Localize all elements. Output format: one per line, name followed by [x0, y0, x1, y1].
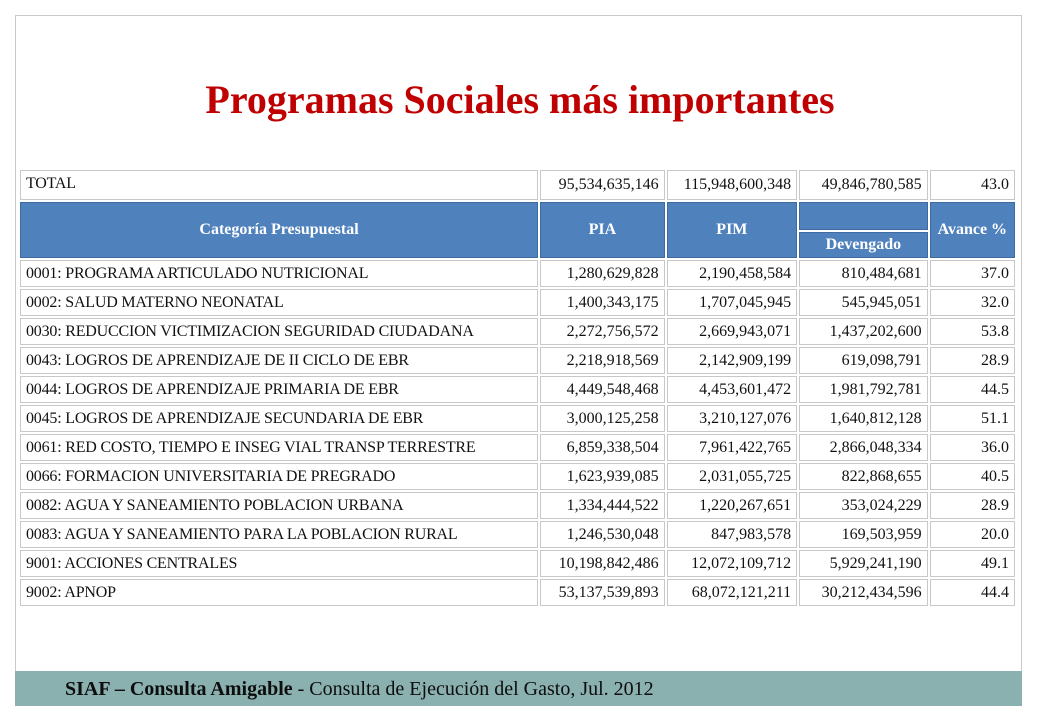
header-categoria: Categoría Presupuestal: [20, 202, 538, 258]
row-pia: 2,218,918,569: [540, 347, 665, 374]
row-avance: 44.5: [930, 376, 1015, 403]
row-pia: 53,137,539,893: [540, 579, 665, 606]
row-pim: 68,072,121,211: [667, 579, 798, 606]
row-avance: 53.8: [930, 318, 1015, 345]
row-devengado: 30,212,434,596: [799, 579, 928, 606]
total-row: [20, 170, 1015, 200]
table-row: [20, 492, 1015, 519]
row-avance: 28.9: [930, 347, 1015, 374]
page-title: Programas Sociales más importantes: [205, 77, 835, 122]
table-row: [20, 434, 1015, 461]
row-devengado: 2,866,048,334: [799, 434, 928, 461]
row-pim: 7,961,422,765: [667, 434, 798, 461]
header-pia: PIA: [540, 202, 665, 258]
row-categoria: 9002: APNOP: [20, 579, 538, 606]
total-label: TOTAL: [20, 170, 538, 200]
table-row: [20, 579, 1015, 606]
source-rest: - Consulta de Ejecución del Gasto, Jul. 2012: [292, 678, 654, 700]
total-pim: 115,948,600,348: [667, 170, 798, 200]
row-devengado: 5,929,241,190: [799, 550, 928, 577]
row-categoria: 0030: REDUCCION VICTIMIZACION SEGURIDAD CIUDADANA: [20, 318, 538, 345]
row-avance: 51.1: [930, 405, 1015, 432]
row-pim: 2,190,458,584: [667, 260, 798, 287]
row-pim: 1,220,267,651: [667, 492, 798, 519]
row-pim: 2,031,055,725: [667, 463, 798, 490]
row-devengado: 1,437,202,600: [799, 318, 928, 345]
row-pim: 4,453,601,472: [667, 376, 798, 403]
table-row: [20, 463, 1015, 490]
row-pia: 1,400,343,175: [540, 289, 665, 316]
row-pim: 2,142,909,199: [667, 347, 798, 374]
row-devengado: 1,640,812,128: [799, 405, 928, 432]
table-row: [20, 289, 1015, 316]
row-devengado: 353,024,229: [799, 492, 928, 519]
row-categoria: 0044: LOGROS DE APRENDIZAJE PRIMARIA DE EBR: [20, 376, 538, 403]
row-devengado: 822,868,655: [799, 463, 928, 490]
row-pim: 12,072,109,712: [667, 550, 798, 577]
budget-table: [18, 168, 1017, 608]
row-avance: 36.0: [930, 434, 1015, 461]
row-avance: 49.1: [930, 550, 1015, 577]
row-devengado: 810,484,681: [799, 260, 928, 287]
row-categoria: 0043: LOGROS DE APRENDIZAJE DE II CICLO DE EBR: [20, 347, 538, 374]
row-pia: 1,280,629,828: [540, 260, 665, 287]
row-pia: 10,198,842,486: [540, 550, 665, 577]
row-avance: 44.4: [930, 579, 1015, 606]
total-devengado: 49,846,780,585: [799, 170, 928, 200]
row-pia: 1,623,939,085: [540, 463, 665, 490]
row-avance: 37.0: [930, 260, 1015, 287]
table-row: [20, 550, 1015, 577]
row-pia: 6,859,338,504: [540, 434, 665, 461]
row-avance: 40.5: [930, 463, 1015, 490]
row-pim: 2,669,943,071: [667, 318, 798, 345]
table-row: [20, 376, 1015, 403]
header-row: [20, 202, 1015, 230]
row-categoria: 0001: PROGRAMA ARTICULADO NUTRICIONAL: [20, 260, 538, 287]
row-pia: 4,449,548,468: [540, 376, 665, 403]
header-pim: PIM: [667, 202, 798, 258]
row-categoria: 0066: FORMACION UNIVERSITARIA DE PREGRADO: [20, 463, 538, 490]
row-pim: 3,210,127,076: [667, 405, 798, 432]
row-pia: 1,246,530,048: [540, 521, 665, 548]
row-avance: 28.9: [930, 492, 1015, 519]
row-avance: 32.0: [930, 289, 1015, 316]
source-footer: [15, 671, 1022, 706]
table-row: [20, 260, 1015, 287]
total-pia: 95,534,635,146: [540, 170, 665, 200]
table-row: [20, 405, 1015, 432]
header-devengado-top: [799, 202, 928, 230]
row-categoria: 0045: LOGROS DE APRENDIZAJE SECUNDARIA DE EBR: [20, 405, 538, 432]
row-devengado: 619,098,791: [799, 347, 928, 374]
row-pia: 3,000,125,258: [540, 405, 665, 432]
row-categoria: 9001: ACCIONES CENTRALES: [20, 550, 538, 577]
row-categoria: 0061: RED COSTO, TIEMPO E INSEG VIAL TRANSP TERRESTRE: [20, 434, 538, 461]
table-row: [20, 347, 1015, 374]
row-pia: 2,272,756,572: [540, 318, 665, 345]
row-pia: 1,334,444,522: [540, 492, 665, 519]
total-avance: 43.0: [930, 170, 1015, 200]
table-row: [20, 521, 1015, 548]
row-devengado: 1,981,792,781: [799, 376, 928, 403]
header-avance: Avance %: [930, 202, 1015, 258]
row-pim: 847,983,578: [667, 521, 798, 548]
row-categoria: 0082: AGUA Y SANEAMIENTO POBLACION URBANA: [20, 492, 538, 519]
table-row: [20, 318, 1015, 345]
budget-table-body: [20, 170, 1015, 606]
row-categoria: 0002: SALUD MATERNO NEONATAL: [20, 289, 538, 316]
budget-table-container: [18, 168, 1017, 608]
source-bold: SIAF – Consulta Amigable: [65, 678, 293, 700]
header-devengado: Devengado: [799, 232, 928, 258]
row-categoria: 0083: AGUA Y SANEAMIENTO PARA LA POBLACION RURAL: [20, 521, 538, 548]
row-avance: 20.0: [930, 521, 1015, 548]
row-devengado: 545,945,051: [799, 289, 928, 316]
row-pim: 1,707,045,945: [667, 289, 798, 316]
row-devengado: 169,503,959: [799, 521, 928, 548]
